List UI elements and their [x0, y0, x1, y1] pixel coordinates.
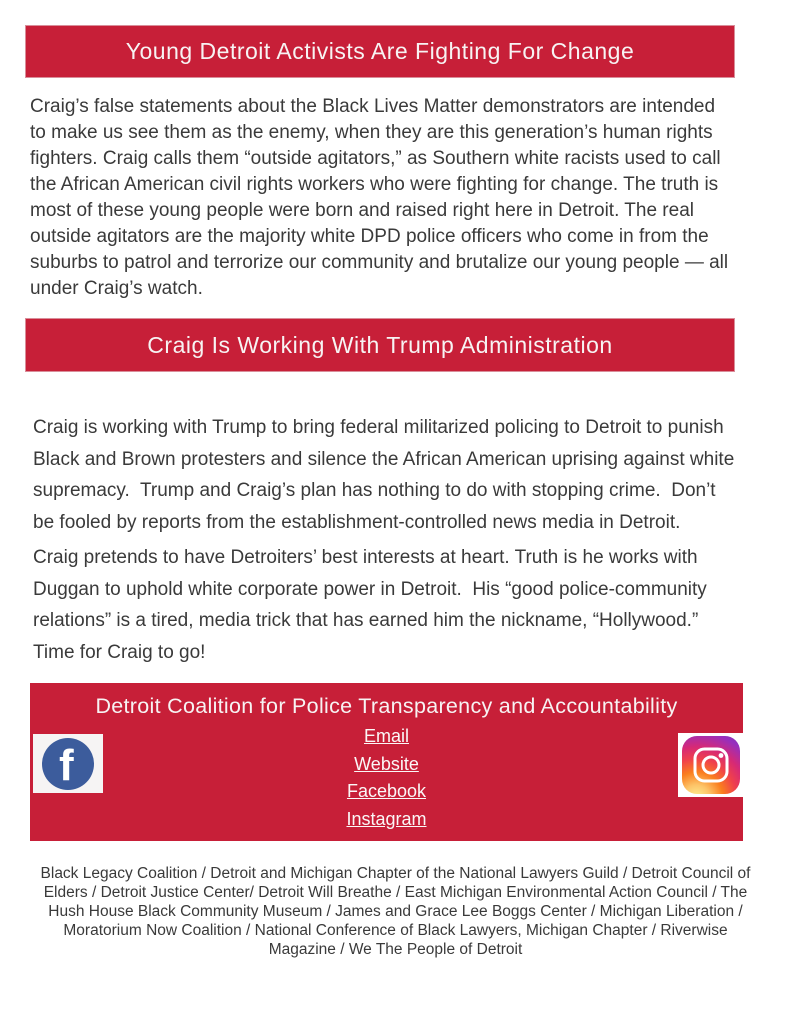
instagram-icon	[678, 733, 743, 797]
instagram-logo-gradient	[682, 736, 740, 794]
paragraph-craig-pretends: Craig pretends to have Detroiters’ best interests at heart. Truth is he works with Duggan to uphold white corporate power in Detroit. His “good police-community relations” is a tired, media trick that has earned him the nickname, “Hollywood.” Time for Craig to go!	[33, 547, 713, 663]
banner-young-detroit-activists	[25, 25, 735, 78]
email-link[interactable]: Email	[363, 726, 409, 746]
footer-banner	[30, 683, 743, 841]
facebook-icon	[33, 734, 103, 793]
facebook-link[interactable]: Facebook	[346, 781, 427, 801]
coalition-member-list: Black Legacy Coalition / Detroit and Michigan Chapter of the National Lawyers Guild / Detroit Council of Elders / Detroit Justice Center/ Detroit Will Breathe / East Michigan Environmental Action Council / The Hush House Black Community Museum / James and Grace Lee Boggs Center / Michigan Liberation / Moratorium Now Coalition / National Conference of Black Lawyers, Michigan Chapter / Riverwise Magazine / We The People of Detroit	[40, 865, 751, 958]
banner-title: Craig Is Working With Trump Administration	[147, 332, 613, 358]
paragraph-federal-policing: Craig is working with Trump to bring federal militarized policing to Detroit to punish Black and Brown protesters and silence the African American uprising against white supremacy. Trump and Craig’s plan has nothing to do with stopping crime. Don’t be fooled by reports from the establishment-controlled news media in Detroit.	[33, 417, 740, 533]
footer-links	[30, 721, 743, 833]
instagram-link[interactable]: Instagram	[346, 808, 427, 829]
banner-craig-trump-administration	[25, 318, 735, 372]
camera-glyph	[692, 746, 730, 784]
paragraph-false-statements: Craig’s false statements about the Black Lives Matter demonstrators are intended to make us see them as the enemy, when they are this generation’s human rights fighters. Craig calls them “outside agitators,” as Southern white racists used to call the African American civil rights workers who were fighting for change. The truth is most of these young people were born and raised right here in Detroit. The real outside agitators are the majority white DPD police officers who come in from the suburbs to patrol and terrorize our community and brutalize our young people — all under Craig’s watch.	[30, 96, 734, 299]
banner-title: Young Detroit Activists Are Fighting For Change	[125, 38, 635, 64]
website-link[interactable]: Website	[354, 753, 419, 774]
facebook-logo-circle: f	[42, 738, 94, 790]
footer-title: Detroit Coalition for Police Transparency and Accountability	[95, 694, 678, 718]
